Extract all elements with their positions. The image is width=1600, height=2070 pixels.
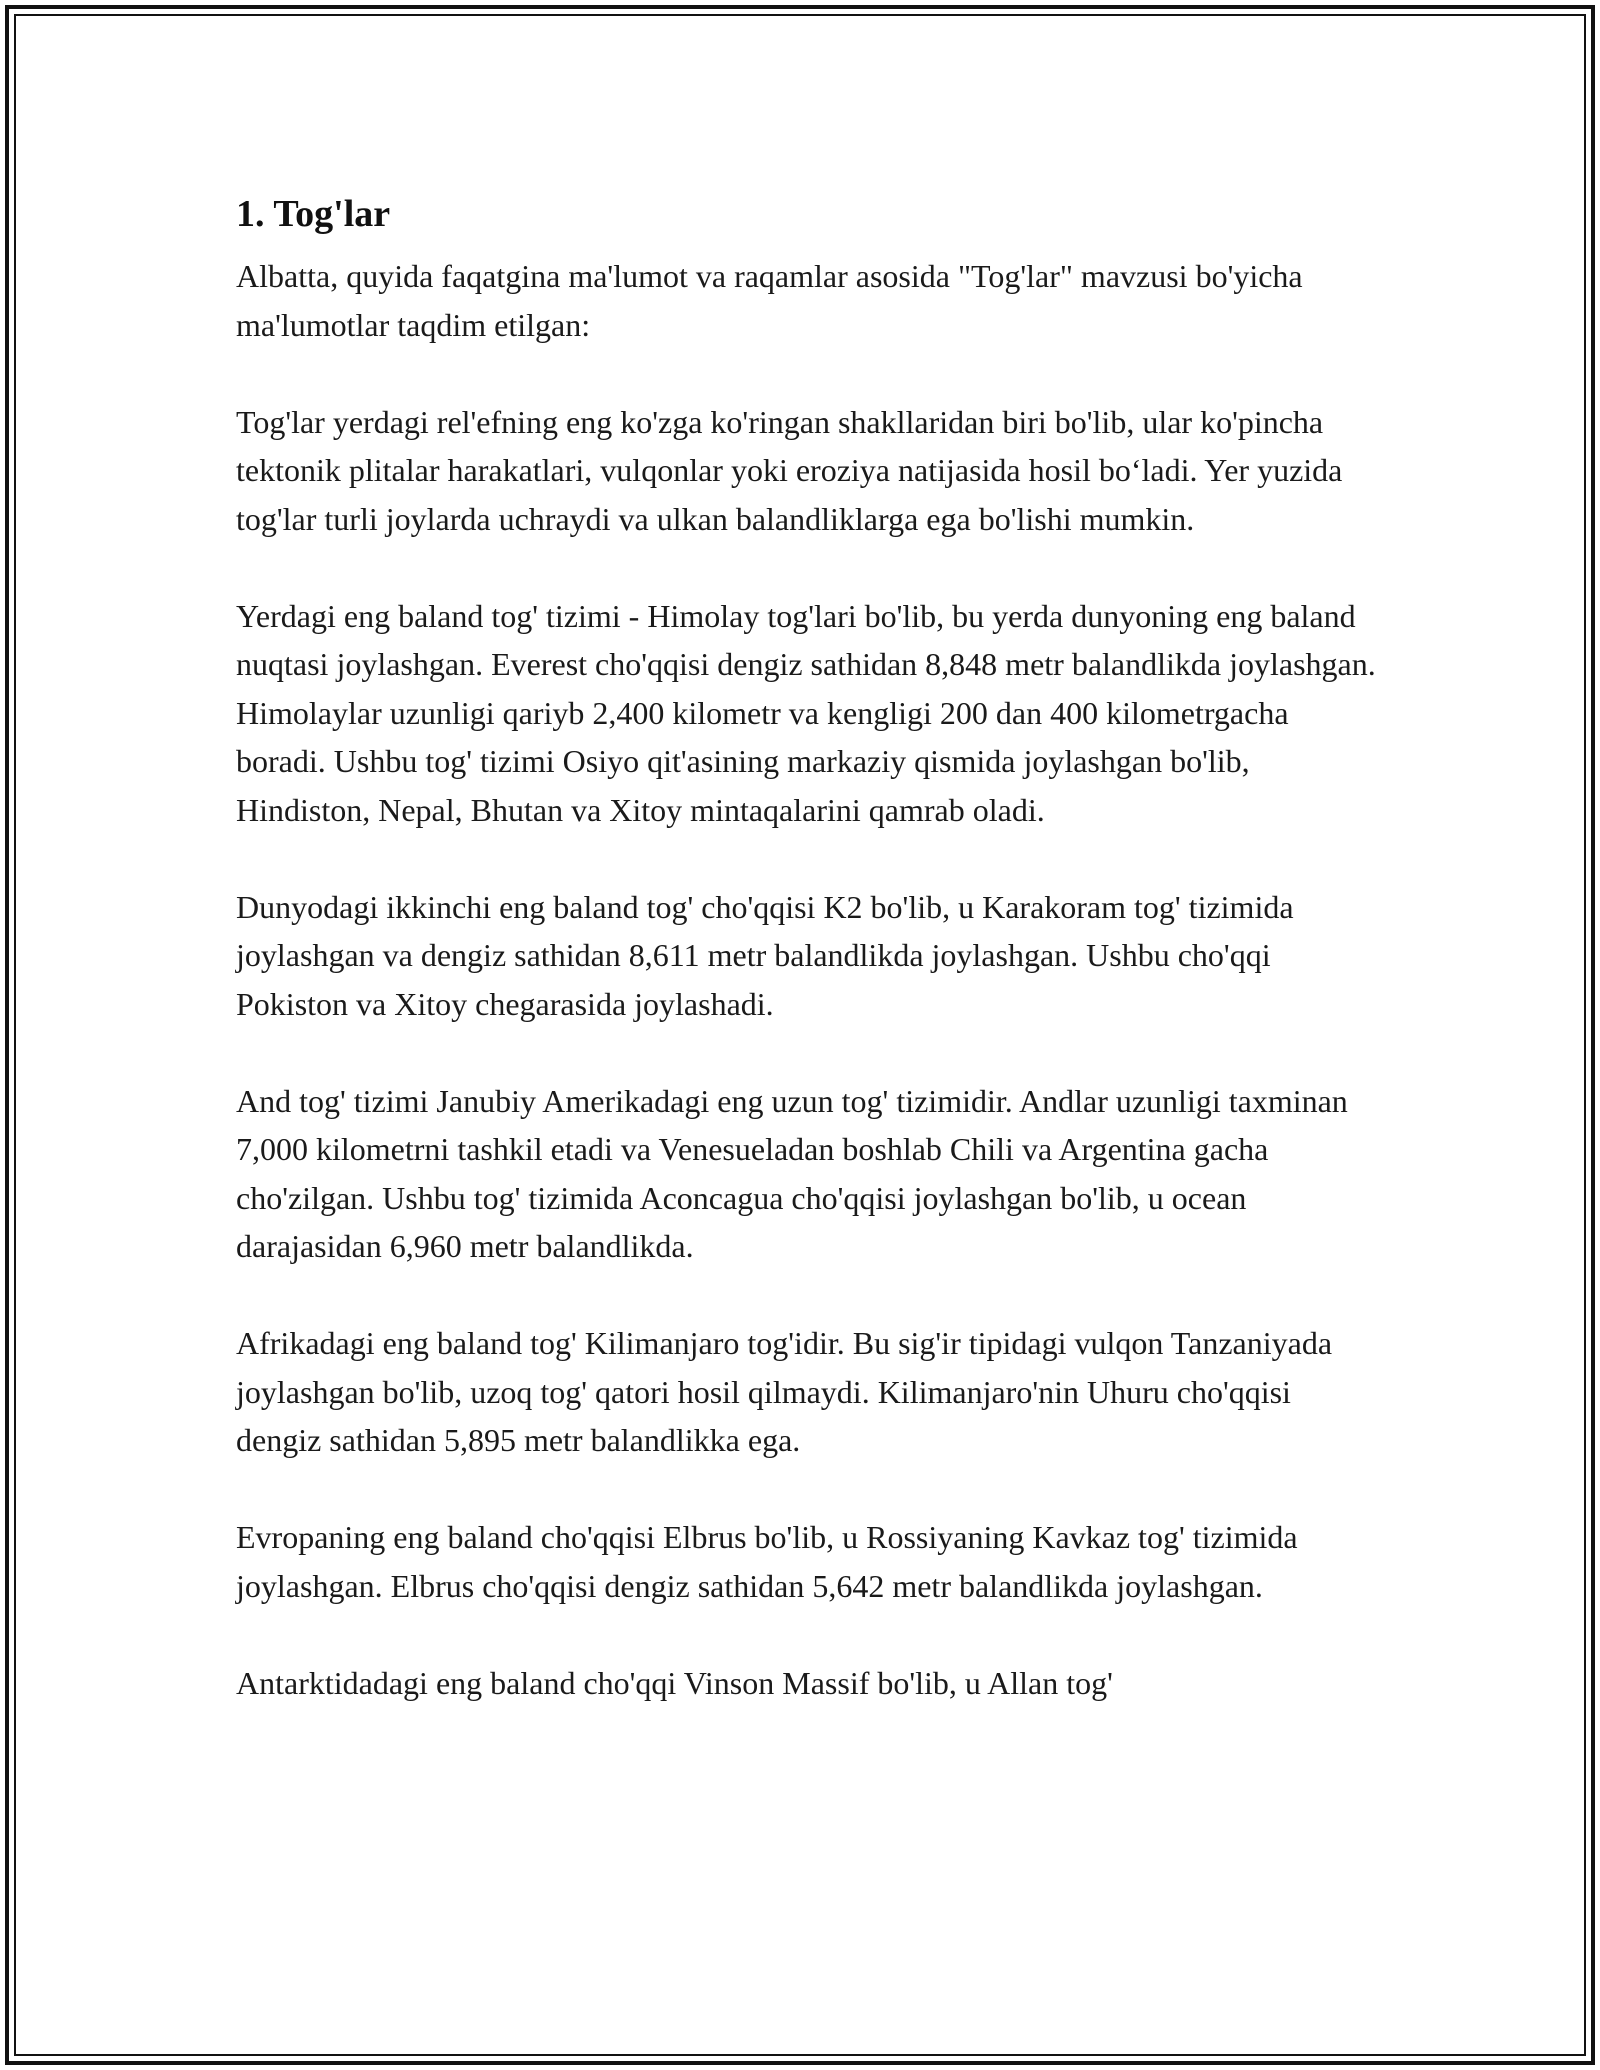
paragraph-k2: Dunyodagi ikkinchi eng baland tog' cho'qqisi K2 bo'lib, u Karakoram tog' tizimida joylashgan va dengiz sathidan 8,611 metr balandlikda joylashgan. Ushbu cho'qqi Pokiston va Xitoy chegarasida joylashadi. (236, 888, 1294, 1022)
paragraph-andes: And tog' tizimi Janubiy Amerikadagi eng uzun tog' tizimidir. Andlar uzunligi taxminan 7,000 kilometrni tashkil etadi va Venesueladan boshlab Chili va Argentina gacha cho'zilgan. Ushbu tog' tizimida Aconcagua cho'qqisi joylashgan bo'lib, u ocean darajasidan 6,960 metr balandlikda. (236, 1082, 1348, 1264)
paragraph-elbrus: Evropaning eng baland cho'qqisi Elbrus bo'lib, u Rossiyaning Kavkaz tog' tizimida joylashgan. Elbrus cho'qqisi dengiz sathidan 5,642 metr balandlikda joylashgan. (236, 1519, 1298, 1604)
paragraph-kilimanjaro: Afrikadagi eng baland tog' Kilimanjaro tog'idir. Bu sig'ir tipidagi vulqon Tanzaniyada joylashgan bo'lib, uzoq tog' qatori hosil qilmaydi. Kilimanjaro'nin Uhuru cho'qqisi dengiz sathidan 5,895 metr balandlikka ega. (236, 1325, 1333, 1458)
document-body (236, 186, 1376, 1756)
paragraph-vinson: Antarktidadagi eng baland cho'qqi Vinson Massif bo'lib, u Allan tog' (236, 1664, 1113, 1701)
paragraph-himalayas: Yerdagi eng baland tog' tizimi - Himolay tog'lari bo'lib, bu yerda dunyoning eng baland nuqtasi joylashgan. Everest cho'qqisi dengiz sathidan 8,848 metr balandlikda joylashgan. Himolaylar uzunligi qariyb 2,400 kilometr va kengligi 200 dan 400 kilometrgacha boradi. Ushbu tog' tizimi Osiyo qit'asining markaziy qismida joylashgan bo'lib, Hindiston, Nepal, Bhutan va Xitoy mintaqalarini qamrab oladi. (236, 597, 1376, 828)
paragraph-mountains-overview: Tog'lar yerdagi rel'efning eng ko'zga ko'ringan shakllaridan biri bo'lib, ular ko'pincha tektonik plitalar harakatlari, vulqonlar yoki eroziya natijasida hosil bo‘ladi. Yer yuzida tog'lar turli joylarda uchraydi va ulkan balandliklarga ega bo'lishi mumkin. (236, 403, 1343, 537)
intro-paragraph: Albatta, quyida faqatgina ma'lumot va raqamlar asosida "Tog'lar" mavzusi bo'yicha ma'lumotlar taqdim etilgan: (236, 258, 1303, 343)
section-heading: 1. Tog'lar (236, 193, 391, 235)
